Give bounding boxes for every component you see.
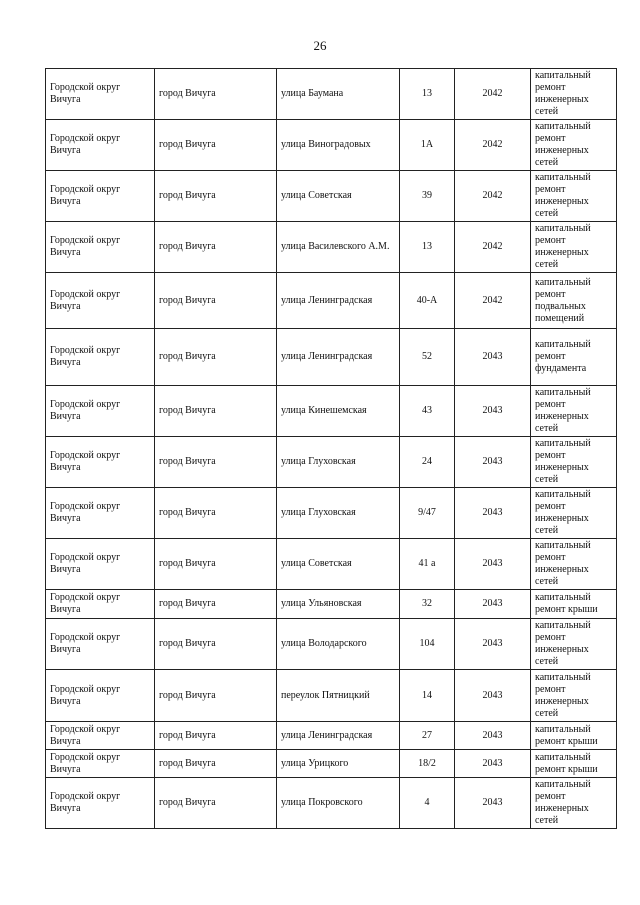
city-cell: город Вичуга [155, 437, 277, 488]
work-type-cell: капитальный ремонт инженерных сетей [531, 222, 617, 273]
year-cell: 2042 [455, 120, 531, 171]
district-cell: Городской округ Вичуга [46, 750, 155, 778]
street-cell: улица Кинешемская [277, 386, 400, 437]
house-number-cell: 27 [400, 722, 455, 750]
table-row [46, 171, 617, 222]
table-row [46, 273, 617, 329]
district-cell: Городской округ Вичуга [46, 778, 155, 829]
table-row [46, 437, 617, 488]
house-number-cell: 41 а [400, 539, 455, 590]
district-cell: Городской округ Вичуга [46, 386, 155, 437]
work-type-cell: капитальный ремонт инженерных сетей [531, 670, 617, 722]
district-cell: Городской округ Вичуга [46, 171, 155, 222]
street-cell: улица Покровского [277, 778, 400, 829]
year-cell: 2043 [455, 386, 531, 437]
work-type-cell: капитальный ремонт инженерных сетей [531, 120, 617, 171]
year-cell: 2042 [455, 171, 531, 222]
year-cell: 2043 [455, 539, 531, 590]
house-number-cell: 24 [400, 437, 455, 488]
street-cell: улица Василевского А.М. [277, 222, 400, 273]
year-cell: 2043 [455, 722, 531, 750]
city-cell: город Вичуга [155, 120, 277, 171]
year-cell: 2043 [455, 329, 531, 386]
district-cell: Городской округ Вичуга [46, 670, 155, 722]
table-row [46, 750, 617, 778]
table-row [46, 590, 617, 619]
work-type-cell: капитальный ремонт инженерных сетей [531, 386, 617, 437]
work-type-cell: капитальный ремонт инженерных сетей [531, 778, 617, 829]
table-row [46, 722, 617, 750]
house-number-cell: 39 [400, 171, 455, 222]
year-cell: 2043 [455, 750, 531, 778]
house-number-cell: 32 [400, 590, 455, 619]
district-cell: Городской округ Вичуга [46, 222, 155, 273]
street-cell: улица Баумана [277, 69, 400, 120]
district-cell: Городской округ Вичуга [46, 590, 155, 619]
city-cell: город Вичуга [155, 273, 277, 329]
city-cell: город Вичуга [155, 619, 277, 670]
city-cell: город Вичуга [155, 69, 277, 120]
work-type-cell: капитальный ремонт инженерных сетей [531, 437, 617, 488]
work-type-cell: капитальный ремонт крыши [531, 750, 617, 778]
district-cell: Городской округ Вичуга [46, 273, 155, 329]
city-cell: город Вичуга [155, 386, 277, 437]
year-cell: 2043 [455, 488, 531, 539]
table-row [46, 670, 617, 722]
year-cell: 2043 [455, 619, 531, 670]
table-row [46, 778, 617, 829]
city-cell: город Вичуга [155, 329, 277, 386]
house-number-cell: 9/47 [400, 488, 455, 539]
work-type-cell: капитальный ремонт инженерных сетей [531, 488, 617, 539]
street-cell: улица Советская [277, 539, 400, 590]
table-row [46, 539, 617, 590]
district-cell: Городской округ Вичуга [46, 329, 155, 386]
city-cell: город Вичуга [155, 171, 277, 222]
house-number-cell: 13 [400, 69, 455, 120]
house-number-cell: 104 [400, 619, 455, 670]
year-cell: 2043 [455, 670, 531, 722]
district-cell: Городской округ Вичуга [46, 539, 155, 590]
district-cell: Городской округ Вичуга [46, 722, 155, 750]
work-type-cell: капитальный ремонт инженерных сетей [531, 539, 617, 590]
house-number-cell: 14 [400, 670, 455, 722]
street-cell: улица Урицкого [277, 750, 400, 778]
year-cell: 2042 [455, 222, 531, 273]
house-number-cell: 4 [400, 778, 455, 829]
table-row [46, 222, 617, 273]
year-cell: 2043 [455, 590, 531, 619]
work-type-cell: капитальный ремонт инженерных сетей [531, 69, 617, 120]
year-cell: 2042 [455, 69, 531, 120]
street-cell: улица Глуховская [277, 437, 400, 488]
table-row [46, 619, 617, 670]
street-cell: улица Ульяновская [277, 590, 400, 619]
city-cell: город Вичуга [155, 222, 277, 273]
table-row [46, 69, 617, 120]
house-number-cell: 18/2 [400, 750, 455, 778]
city-cell: город Вичуга [155, 539, 277, 590]
city-cell: город Вичуга [155, 670, 277, 722]
page-number: 26 [313, 38, 327, 53]
district-cell: Городской округ Вичуга [46, 437, 155, 488]
work-type-cell: капитальный ремонт крыши [531, 722, 617, 750]
street-cell: улица Володарского [277, 619, 400, 670]
year-cell: 2043 [455, 437, 531, 488]
city-cell: город Вичуга [155, 722, 277, 750]
district-cell: Городской округ Вичуга [46, 120, 155, 171]
work-type-cell: капитальный ремонт крыши [531, 590, 617, 619]
city-cell: город Вичуга [155, 778, 277, 829]
city-cell: город Вичуга [155, 488, 277, 539]
city-cell: город Вичуга [155, 590, 277, 619]
district-cell: Городской округ Вичуга [46, 619, 155, 670]
work-type-cell: капитальный ремонт фундамента [531, 329, 617, 386]
house-number-cell: 1А [400, 120, 455, 171]
table-row [46, 488, 617, 539]
house-number-cell: 13 [400, 222, 455, 273]
street-cell: улица Ленинградская [277, 273, 400, 329]
street-cell: улица Ленинградская [277, 329, 400, 386]
table-row [46, 386, 617, 437]
house-number-cell: 40-А [400, 273, 455, 329]
work-type-cell: капитальный ремонт инженерных сетей [531, 171, 617, 222]
street-cell: переулок Пятницкий [277, 670, 400, 722]
street-cell: улица Глуховская [277, 488, 400, 539]
work-type-cell: капитальный ремонт подвальных помещений [531, 273, 617, 329]
street-cell: улица Советская [277, 171, 400, 222]
work-type-cell: капитальный ремонт инженерных сетей [531, 619, 617, 670]
table-row [46, 329, 617, 386]
table-row [46, 120, 617, 171]
district-cell: Городской округ Вичуга [46, 488, 155, 539]
house-number-cell: 52 [400, 329, 455, 386]
year-cell: 2042 [455, 273, 531, 329]
house-number-cell: 43 [400, 386, 455, 437]
street-cell: улица Ленинградская [277, 722, 400, 750]
city-cell: город Вичуга [155, 750, 277, 778]
repair-schedule-table [45, 68, 617, 829]
district-cell: Городской округ Вичуга [46, 69, 155, 120]
year-cell: 2043 [455, 778, 531, 829]
street-cell: улица Виноградовых [277, 120, 400, 171]
